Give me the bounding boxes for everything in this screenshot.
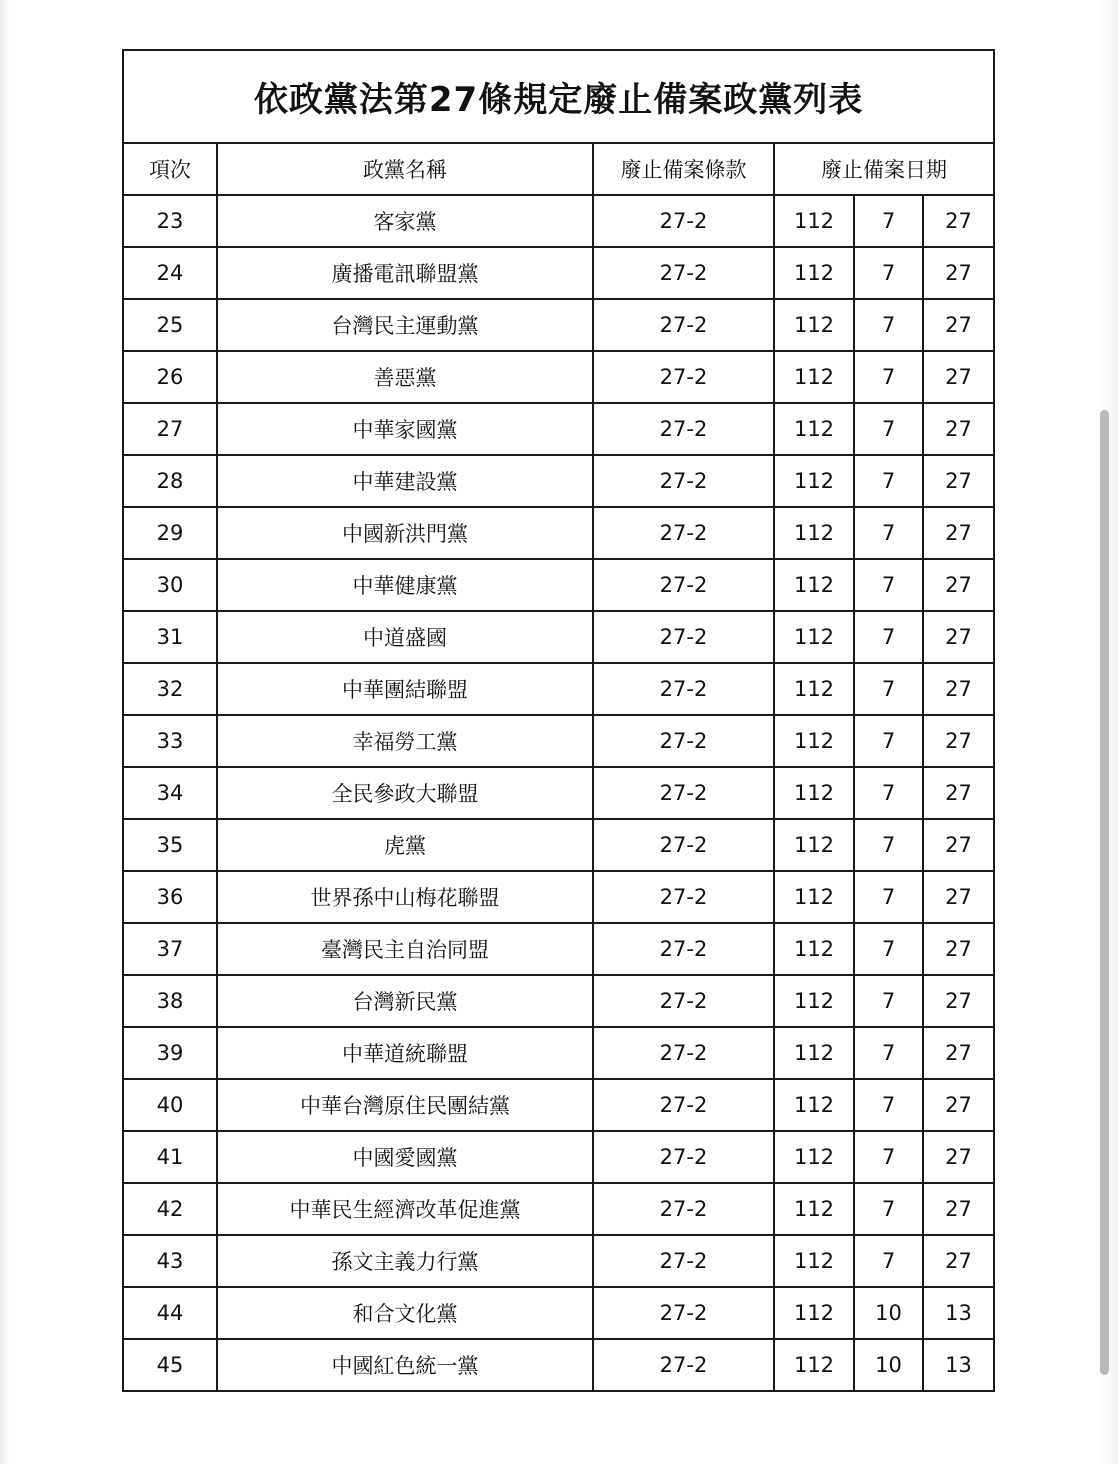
date-year-cell: 112 bbox=[774, 767, 854, 819]
clause-cell: 27-2 bbox=[593, 559, 774, 611]
clause-cell: 27-2 bbox=[593, 1339, 774, 1391]
date-month-cell: 7 bbox=[854, 559, 923, 611]
party-name-cell: 台灣民主運動黨 bbox=[217, 299, 593, 351]
party-name-cell: 台灣新民黨 bbox=[217, 975, 593, 1027]
date-year-cell: 112 bbox=[774, 611, 854, 663]
clause-cell: 27-2 bbox=[593, 1027, 774, 1079]
clause-cell: 27-2 bbox=[593, 455, 774, 507]
clause-cell: 27-2 bbox=[593, 1287, 774, 1339]
date-year-cell: 112 bbox=[774, 1183, 854, 1235]
item-number-cell: 32 bbox=[123, 663, 217, 715]
date-day-cell: 27 bbox=[923, 871, 994, 923]
date-day-cell: 27 bbox=[923, 1027, 994, 1079]
table-row bbox=[123, 507, 994, 559]
party-name-cell: 中華台灣原住民團結黨 bbox=[217, 1079, 593, 1131]
table-row bbox=[123, 403, 994, 455]
date-day-cell: 27 bbox=[923, 663, 994, 715]
clause-cell: 27-2 bbox=[593, 767, 774, 819]
header-item: 項次 bbox=[123, 143, 217, 195]
clause-cell: 27-2 bbox=[593, 663, 774, 715]
date-year-cell: 112 bbox=[774, 351, 854, 403]
date-year-cell: 112 bbox=[774, 559, 854, 611]
party-name-cell: 虎黨 bbox=[217, 819, 593, 871]
date-day-cell: 27 bbox=[923, 767, 994, 819]
table-row bbox=[123, 663, 994, 715]
clause-cell: 27-2 bbox=[593, 351, 774, 403]
date-year-cell: 112 bbox=[774, 819, 854, 871]
table-row bbox=[123, 1287, 994, 1339]
party-name-cell: 孫文主義力行黨 bbox=[217, 1235, 593, 1287]
date-year-cell: 112 bbox=[774, 715, 854, 767]
date-month-cell: 7 bbox=[854, 1027, 923, 1079]
date-year-cell: 112 bbox=[774, 1027, 854, 1079]
date-day-cell: 27 bbox=[923, 1235, 994, 1287]
item-number-cell: 28 bbox=[123, 455, 217, 507]
table-row bbox=[123, 975, 994, 1027]
table-row bbox=[123, 1339, 994, 1391]
date-month-cell: 7 bbox=[854, 247, 923, 299]
clause-cell: 27-2 bbox=[593, 715, 774, 767]
date-month-cell: 7 bbox=[854, 1079, 923, 1131]
party-name-cell: 中華健康黨 bbox=[217, 559, 593, 611]
party-name-cell: 幸福勞工黨 bbox=[217, 715, 593, 767]
date-month-cell: 10 bbox=[854, 1339, 923, 1391]
party-name-cell: 中華建設黨 bbox=[217, 455, 593, 507]
date-month-cell: 7 bbox=[854, 1235, 923, 1287]
date-day-cell: 27 bbox=[923, 1079, 994, 1131]
date-year-cell: 112 bbox=[774, 455, 854, 507]
date-day-cell: 27 bbox=[923, 507, 994, 559]
date-day-cell: 27 bbox=[923, 247, 994, 299]
table-row bbox=[123, 1183, 994, 1235]
item-number-cell: 43 bbox=[123, 1235, 217, 1287]
revoked-parties-table bbox=[122, 49, 995, 1392]
page-edge bbox=[0, 0, 10, 1464]
date-day-cell: 13 bbox=[923, 1287, 994, 1339]
date-year-cell: 112 bbox=[774, 507, 854, 559]
party-name-cell: 廣播電訊聯盟黨 bbox=[217, 247, 593, 299]
date-year-cell: 112 bbox=[774, 247, 854, 299]
item-number-cell: 36 bbox=[123, 871, 217, 923]
party-name-cell: 中道盛國 bbox=[217, 611, 593, 663]
date-month-cell: 7 bbox=[854, 767, 923, 819]
item-number-cell: 27 bbox=[123, 403, 217, 455]
party-name-cell: 臺灣民主自治同盟 bbox=[217, 923, 593, 975]
party-name-cell: 中華道統聯盟 bbox=[217, 1027, 593, 1079]
header-revocation-clause: 廢止備案條款 bbox=[593, 143, 774, 195]
table-row bbox=[123, 871, 994, 923]
date-year-cell: 112 bbox=[774, 299, 854, 351]
date-month-cell: 7 bbox=[854, 507, 923, 559]
date-month-cell: 7 bbox=[854, 403, 923, 455]
date-month-cell: 7 bbox=[854, 299, 923, 351]
item-number-cell: 31 bbox=[123, 611, 217, 663]
date-year-cell: 112 bbox=[774, 975, 854, 1027]
date-year-cell: 112 bbox=[774, 1131, 854, 1183]
date-month-cell: 7 bbox=[854, 455, 923, 507]
date-day-cell: 27 bbox=[923, 455, 994, 507]
clause-cell: 27-2 bbox=[593, 975, 774, 1027]
clause-cell: 27-2 bbox=[593, 871, 774, 923]
item-number-cell: 30 bbox=[123, 559, 217, 611]
item-number-cell: 35 bbox=[123, 819, 217, 871]
item-number-cell: 42 bbox=[123, 1183, 217, 1235]
party-name-cell: 和合文化黨 bbox=[217, 1287, 593, 1339]
table-row bbox=[123, 1235, 994, 1287]
date-day-cell: 27 bbox=[923, 975, 994, 1027]
item-number-cell: 40 bbox=[123, 1079, 217, 1131]
clause-cell: 27-2 bbox=[593, 1131, 774, 1183]
table-row bbox=[123, 559, 994, 611]
table-row bbox=[123, 455, 994, 507]
date-month-cell: 7 bbox=[854, 351, 923, 403]
party-name-cell: 善惡黨 bbox=[217, 351, 593, 403]
date-day-cell: 27 bbox=[923, 923, 994, 975]
date-day-cell: 27 bbox=[923, 559, 994, 611]
date-day-cell: 27 bbox=[923, 611, 994, 663]
date-day-cell: 27 bbox=[923, 1183, 994, 1235]
table-row bbox=[123, 247, 994, 299]
party-name-cell: 中國新洪門黨 bbox=[217, 507, 593, 559]
party-name-cell: 中國紅色統一黨 bbox=[217, 1339, 593, 1391]
table-body bbox=[123, 195, 994, 1391]
party-name-cell: 客家黨 bbox=[217, 195, 593, 247]
date-day-cell: 27 bbox=[923, 715, 994, 767]
party-name-cell: 中華團結聯盟 bbox=[217, 663, 593, 715]
party-name-cell: 中華民生經濟改革促進黨 bbox=[217, 1183, 593, 1235]
date-month-cell: 7 bbox=[854, 923, 923, 975]
clause-cell: 27-2 bbox=[593, 923, 774, 975]
party-name-cell: 中國愛國黨 bbox=[217, 1131, 593, 1183]
date-year-cell: 112 bbox=[774, 663, 854, 715]
item-number-cell: 24 bbox=[123, 247, 217, 299]
table-row bbox=[123, 351, 994, 403]
date-year-cell: 112 bbox=[774, 871, 854, 923]
table-row bbox=[123, 767, 994, 819]
date-day-cell: 13 bbox=[923, 1339, 994, 1391]
item-number-cell: 44 bbox=[123, 1287, 217, 1339]
date-year-cell: 112 bbox=[774, 1339, 854, 1391]
header-revocation-date: 廢止備案日期 bbox=[774, 143, 994, 195]
table-row bbox=[123, 715, 994, 767]
item-number-cell: 37 bbox=[123, 923, 217, 975]
clause-cell: 27-2 bbox=[593, 819, 774, 871]
item-number-cell: 29 bbox=[123, 507, 217, 559]
date-month-cell: 7 bbox=[854, 611, 923, 663]
item-number-cell: 45 bbox=[123, 1339, 217, 1391]
item-number-cell: 26 bbox=[123, 351, 217, 403]
item-number-cell: 33 bbox=[123, 715, 217, 767]
date-day-cell: 27 bbox=[923, 819, 994, 871]
table-row bbox=[123, 1079, 994, 1131]
clause-cell: 27-2 bbox=[593, 195, 774, 247]
date-month-cell: 7 bbox=[854, 975, 923, 1027]
date-month-cell: 10 bbox=[854, 1287, 923, 1339]
item-number-cell: 41 bbox=[123, 1131, 217, 1183]
item-number-cell: 25 bbox=[123, 299, 217, 351]
date-year-cell: 112 bbox=[774, 195, 854, 247]
date-year-cell: 112 bbox=[774, 1235, 854, 1287]
clause-cell: 27-2 bbox=[593, 507, 774, 559]
date-month-cell: 7 bbox=[854, 715, 923, 767]
clause-cell: 27-2 bbox=[593, 1079, 774, 1131]
clause-cell: 27-2 bbox=[593, 611, 774, 663]
item-number-cell: 38 bbox=[123, 975, 217, 1027]
table-row bbox=[123, 1027, 994, 1079]
table-row bbox=[123, 299, 994, 351]
date-day-cell: 27 bbox=[923, 351, 994, 403]
clause-cell: 27-2 bbox=[593, 403, 774, 455]
clause-cell: 27-2 bbox=[593, 247, 774, 299]
table-row bbox=[123, 819, 994, 871]
date-month-cell: 7 bbox=[854, 1131, 923, 1183]
date-month-cell: 7 bbox=[854, 871, 923, 923]
date-month-cell: 7 bbox=[854, 1183, 923, 1235]
date-year-cell: 112 bbox=[774, 403, 854, 455]
date-day-cell: 27 bbox=[923, 1131, 994, 1183]
party-name-cell: 中華家國黨 bbox=[217, 403, 593, 455]
date-month-cell: 7 bbox=[854, 195, 923, 247]
date-year-cell: 112 bbox=[774, 1287, 854, 1339]
date-year-cell: 112 bbox=[774, 923, 854, 975]
item-number-cell: 23 bbox=[123, 195, 217, 247]
table-row bbox=[123, 611, 994, 663]
item-number-cell: 34 bbox=[123, 767, 217, 819]
header-party-name: 政黨名稱 bbox=[217, 143, 593, 195]
table-title: 依政黨法第27條規定廢止備案政黨列表 bbox=[123, 50, 994, 143]
date-day-cell: 27 bbox=[923, 403, 994, 455]
clause-cell: 27-2 bbox=[593, 299, 774, 351]
clause-cell: 27-2 bbox=[593, 1183, 774, 1235]
clause-cell: 27-2 bbox=[593, 1235, 774, 1287]
date-day-cell: 27 bbox=[923, 195, 994, 247]
date-day-cell: 27 bbox=[923, 299, 994, 351]
date-year-cell: 112 bbox=[774, 1079, 854, 1131]
party-name-cell: 世界孫中山梅花聯盟 bbox=[217, 871, 593, 923]
table-row bbox=[123, 923, 994, 975]
item-number-cell: 39 bbox=[123, 1027, 217, 1079]
date-month-cell: 7 bbox=[854, 663, 923, 715]
scrollbar-thumb[interactable] bbox=[1100, 410, 1109, 1375]
party-name-cell: 全民參政大聯盟 bbox=[217, 767, 593, 819]
date-month-cell: 7 bbox=[854, 819, 923, 871]
table-row bbox=[123, 1131, 994, 1183]
table-row bbox=[123, 195, 994, 247]
